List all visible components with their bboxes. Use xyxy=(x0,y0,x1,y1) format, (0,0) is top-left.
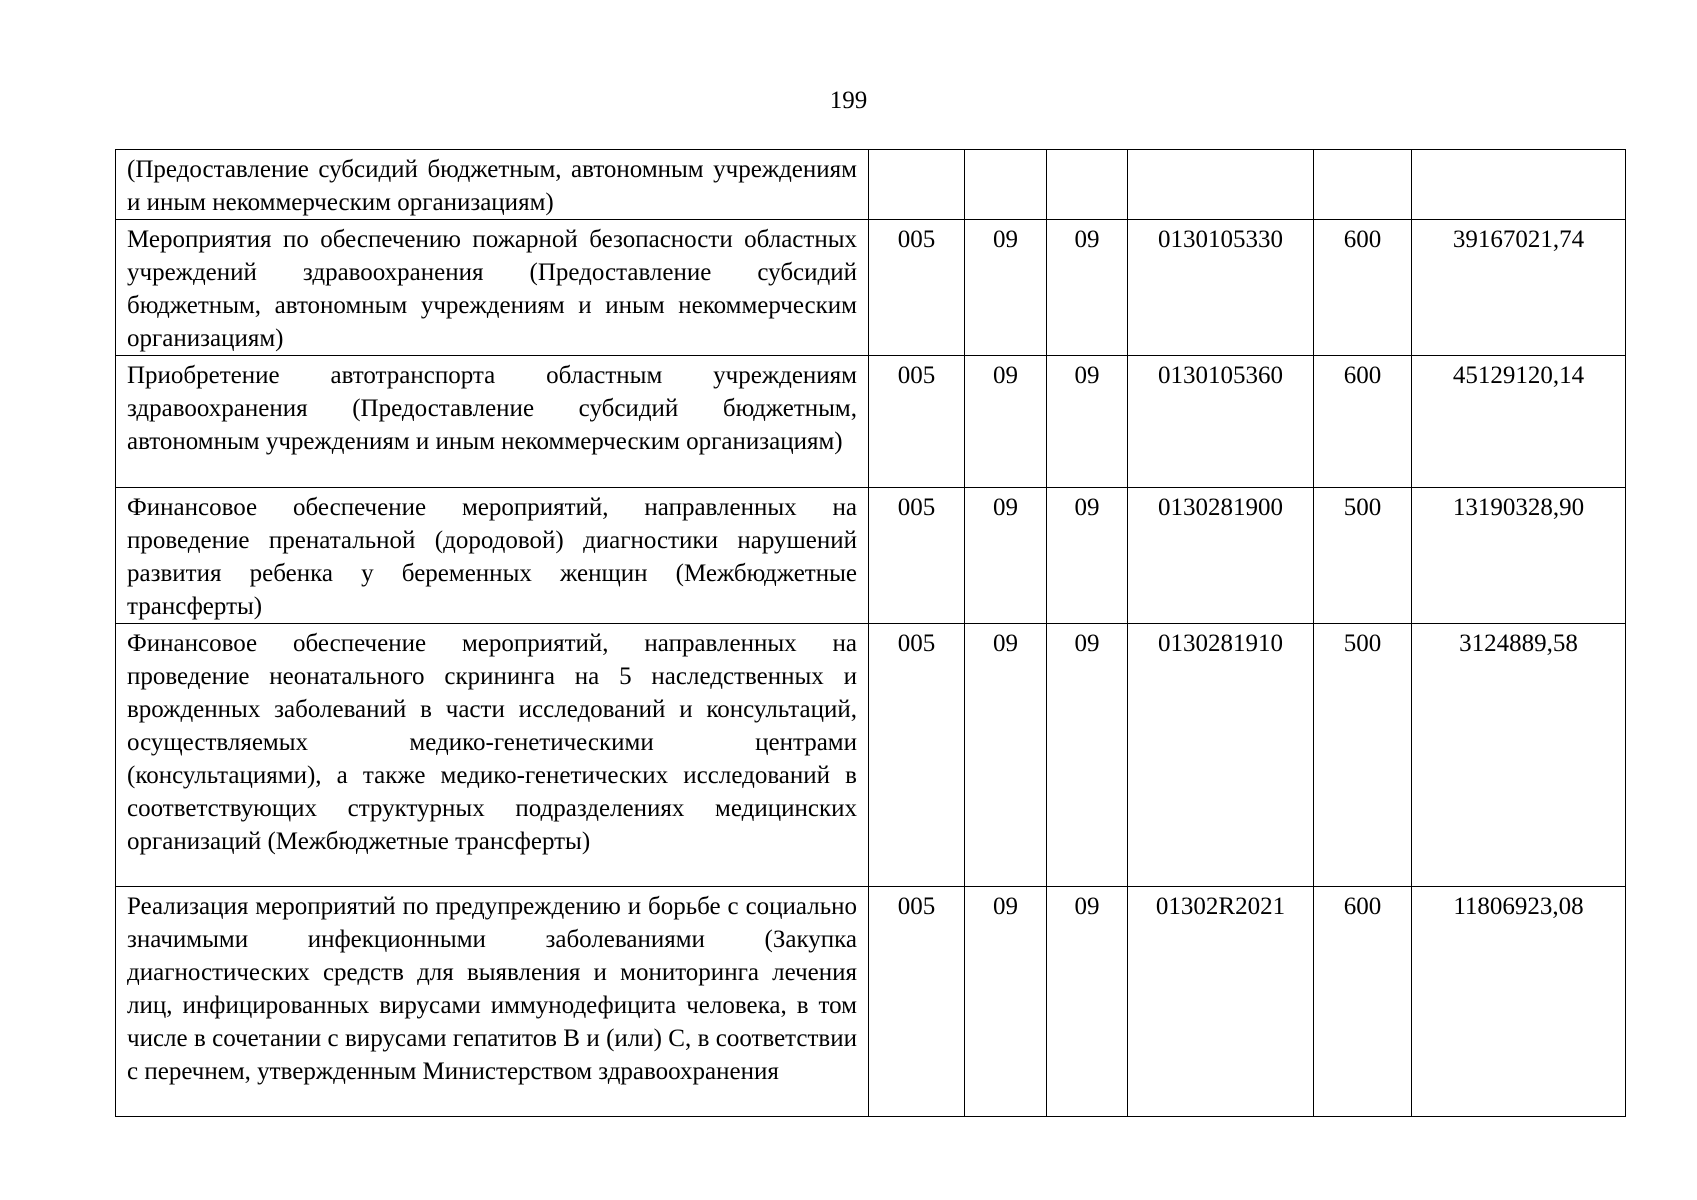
table-row xyxy=(116,488,1626,624)
section-code xyxy=(965,150,1047,220)
target-article-code: 0130281900 xyxy=(1128,488,1314,624)
row-description: Приобретение автотранспорта областным учреждениям здравоохранения (Предоставление субсидий бюджетным, автономным учреждениям и иным некоммерческим организациям) xyxy=(116,356,869,488)
amount: 39167021,74 xyxy=(1412,220,1626,356)
row-description: Мероприятия по обеспечению пожарной безопасности областных учреждений здравоохранения (Предоставление субсидий бюджетным, автономным учреждениям и иным некоммерческим организациям) xyxy=(116,220,869,356)
amount: 45129120,14 xyxy=(1412,356,1626,488)
ministry-code: 005 xyxy=(869,624,965,887)
table-row xyxy=(116,220,1626,356)
ministry-code: 005 xyxy=(869,488,965,624)
target-article-code: 0130105330 xyxy=(1128,220,1314,356)
ministry-code xyxy=(869,150,965,220)
section-code: 09 xyxy=(965,220,1047,356)
amount: 3124889,58 xyxy=(1412,624,1626,887)
subsection-code: 09 xyxy=(1047,488,1128,624)
expense-type-code: 600 xyxy=(1314,220,1412,356)
section-code: 09 xyxy=(965,488,1047,624)
ministry-code: 005 xyxy=(869,887,965,1117)
expense-type-code: 500 xyxy=(1314,624,1412,887)
expense-type-code xyxy=(1314,150,1412,220)
table-row xyxy=(116,150,1626,220)
row-description: Реализация мероприятий по предупреждению и борьбе с социально значимыми инфекционными заболеваниями (Закупка диагностических средств для выявления и мониторинга лечения лиц, инфицированных вирусами иммунодефицита человека, в том числе в сочетании с вирусами гепатитов B и (или) C, в соответствии с перечнем, утвержденным Министерством здравоохранения xyxy=(116,887,869,1117)
table-row xyxy=(116,356,1626,488)
subsection-code: 09 xyxy=(1047,887,1128,1117)
amount: 13190328,90 xyxy=(1412,488,1626,624)
subsection-code xyxy=(1047,150,1128,220)
row-description: Финансовое обеспечение мероприятий, направленных на проведение неонатального скрининга на 5 наследственных и врожденных заболеваний в части исследований и консультаций, осуществляемых медико-генетическими центрами (консультациями), а также медико-генетических исследований в соответствующих структурных подразделениях медицинских организаций (Межбюджетные трансферты) xyxy=(116,624,869,887)
target-article-code: 0130105360 xyxy=(1128,356,1314,488)
section-code: 09 xyxy=(965,887,1047,1117)
ministry-code: 005 xyxy=(869,220,965,356)
expense-type-code: 500 xyxy=(1314,488,1412,624)
row-description: (Предоставление субсидий бюджетным, автономным учреждениям и иным некоммерческим организациям) xyxy=(116,150,869,220)
target-article-code: 0130281910 xyxy=(1128,624,1314,887)
subsection-code: 09 xyxy=(1047,220,1128,356)
row-description: Финансовое обеспечение мероприятий, направленных на проведение пренатальной (дородовой) диагностики нарушений развития ребенка у беременных женщин (Межбюджетные трансферты) xyxy=(116,488,869,624)
table-row xyxy=(116,887,1626,1117)
table-row xyxy=(116,624,1626,887)
section-code: 09 xyxy=(965,624,1047,887)
target-article-code: 01302R2021 xyxy=(1128,887,1314,1117)
expense-type-code: 600 xyxy=(1314,887,1412,1117)
amount: 11806923,08 xyxy=(1412,887,1626,1117)
amount xyxy=(1412,150,1626,220)
ministry-code: 005 xyxy=(869,356,965,488)
expense-type-code: 600 xyxy=(1314,356,1412,488)
section-code: 09 xyxy=(965,356,1047,488)
budget-table xyxy=(115,149,1626,1117)
subsection-code: 09 xyxy=(1047,624,1128,887)
subsection-code: 09 xyxy=(1047,356,1128,488)
target-article-code xyxy=(1128,150,1314,220)
page-number: 199 xyxy=(829,87,868,114)
